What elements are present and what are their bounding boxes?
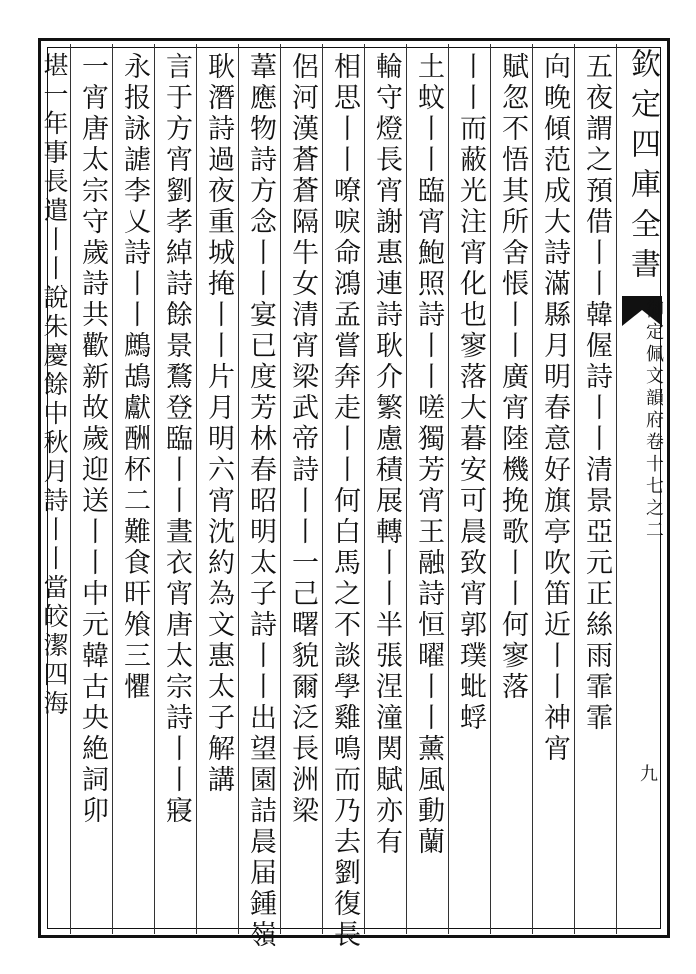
volume-label: 御定佩文韻府卷十七之二 [643, 300, 664, 542]
column-rule [406, 44, 407, 934]
book-title: 欽定四庫全書 [625, 48, 660, 288]
column-rule [364, 44, 365, 934]
column-rule [112, 44, 113, 934]
page-number: 九 [640, 764, 658, 785]
column-rule [322, 44, 323, 934]
column-rule [280, 44, 281, 934]
text-column-5: 土蚊丨丨臨宵鮑照詩丨丨嗟獨芳宵王融詩恒曜丨丨薰風動蘭 [413, 52, 444, 858]
text-column-7: 相思丨丨嘹唳命鴻孟嘗奔走丨丨何白馬之不談學雞鳴而乃去劉復長 [329, 52, 360, 951]
column-rule [154, 44, 155, 934]
text-column-4: 丨丨而蔽光注宵化也寥落大暮安可晨致宵郭璞蚍蜉 [455, 52, 486, 734]
column-rule [238, 44, 239, 934]
text-column-10: 耿潛詩過夜重城掩丨丨片月明六宵沈約為文惠太子解講 [203, 52, 234, 796]
text-column-6: 輪守燈長宵謝惠連詩耿介繁慮積展轉丨丨半張涅潼関賦亦有 [371, 52, 402, 858]
text-column-11: 言于方宵劉孝綽詩餘景鶩登臨丨丨晝衣宵唐太宗詩丨丨寢 [161, 52, 192, 827]
text-column-1: 五夜謂之預借丨丨韓偓詩丨丨清景亞元正絲雨霏霏 [581, 52, 612, 734]
text-column-8: 侶河漢蒼蒼隔牛女清宵梁武帝詩丨丨一己曙貌爾泛長洲梁 [287, 52, 318, 827]
text-column-12: 永报詠謔李乂詩丨丨鷓鴣獻酬杯二難食旰飧三懼 [119, 52, 150, 703]
text-column-3: 賦忽不悟其所舍悵丨丨廣宵陸機挽歌丨丨何寥落 [497, 52, 528, 703]
text-column-9: 葦應物詩方念丨丨宴已度芳林春昭明太子詩丨丨出望園詰晨届鍾嶺 [245, 52, 276, 951]
column-rule [196, 44, 197, 934]
column-rule [616, 44, 617, 934]
column-rule [490, 44, 491, 934]
column-rule [532, 44, 533, 934]
column-rule [448, 44, 449, 934]
text-column-13: 一宵唐太宗守歲詩共歡新故歲迎送丨丨中元韓古央絶詞卯 [77, 52, 108, 827]
column-rule [574, 44, 575, 934]
text-column-2: 向晚傾范成大詩滿縣月明春意好旗亭吹笛近丨丨神宵 [539, 52, 570, 765]
text-column-14: 堪一年事長遣丨丨說朱慶餘中秋月詩丨丨當皎潔四海 [40, 52, 69, 719]
